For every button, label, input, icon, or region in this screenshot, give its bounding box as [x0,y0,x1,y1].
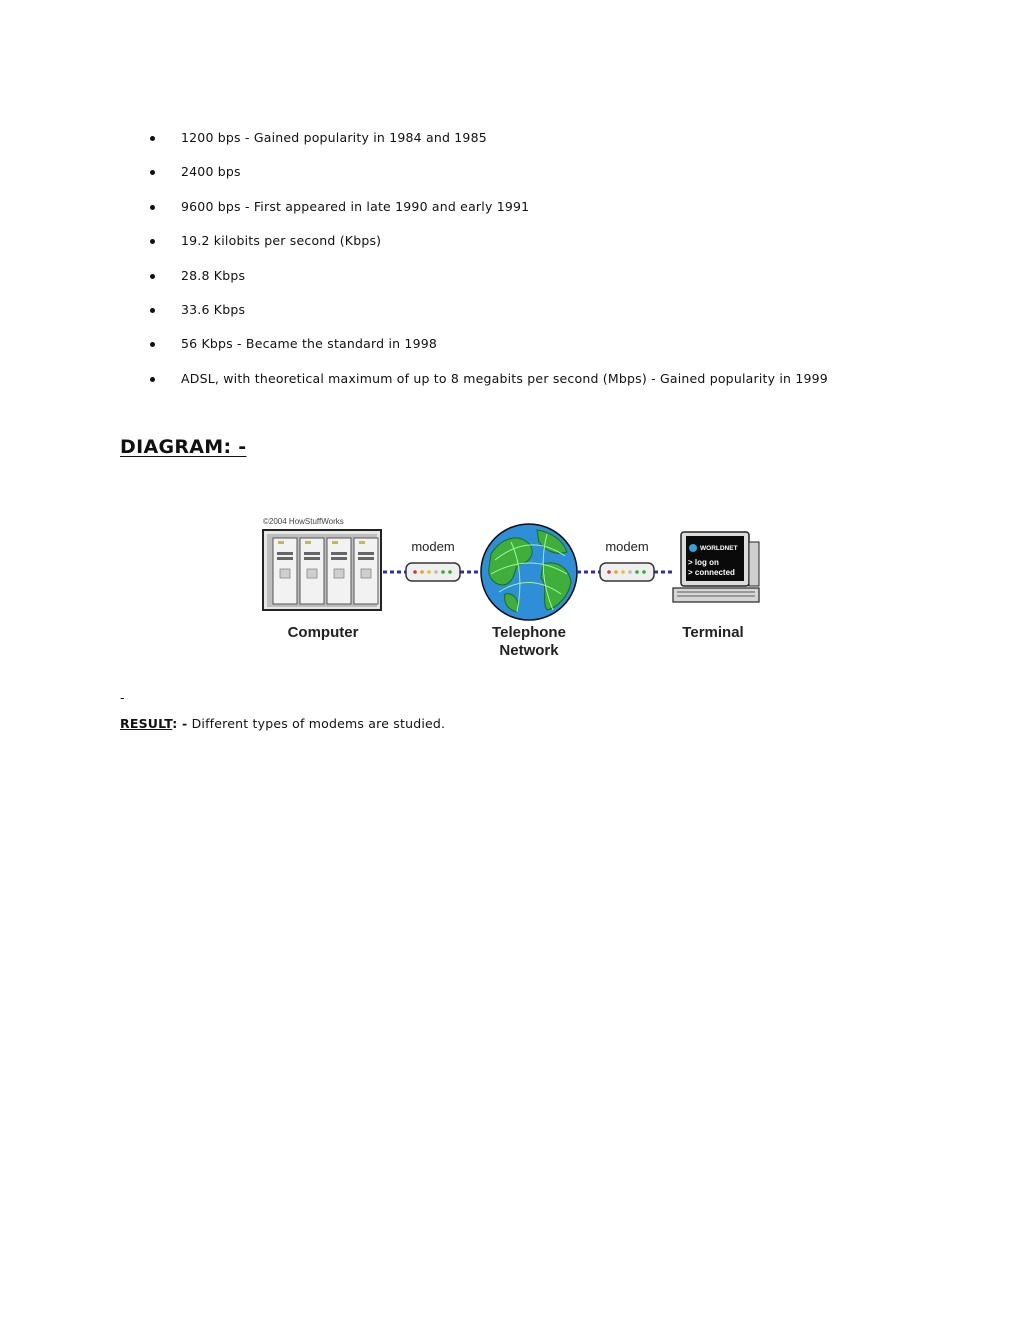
computer-label: Computer [287,624,359,641]
bullet-icon [150,205,155,210]
network-label-1: Telephone [492,624,566,641]
computer-icon [263,530,381,610]
bullet-icon [150,136,155,141]
bullet-icon [150,274,155,279]
result-label: RESULT [120,716,173,731]
terminal-screen-line-1: > log on [688,558,719,567]
terminal-screen-line-2: > connected [688,568,735,577]
document-page: 1200 bps - Gained popularity in 1984 and 1985 2400 bps 9600 bps - First appeared in late 1990 and early 1991 19.2 kilobits per second (Kbps) 28.8 Kbps 33.6 Kbps 56 Kbps - Became the standard in 1998 ADSL, with theoretical maximum of up to 8 megabits per second (Mbps) - Gained popularity in 1999 DIAGRAM: - ©2004 HowStuffWorks Computer modem Telephone Network modem WORLDNET > log on > connected Terminal - RESULT: - Different types of modems are studied. [120,130,828,731]
modem-right-label: modem [605,539,649,554]
terminal-brand-text: WORLDNET [700,545,738,552]
bullet-icon [150,377,155,382]
result-text: Different types of modems are studied. [187,716,446,731]
modem-left-icon [406,563,460,581]
bullet-icon [150,170,155,175]
result-separator: : - [172,716,188,731]
bullet-icon [150,342,155,347]
result-line [120,716,445,731]
bullet-icon [150,239,155,244]
terminal-icon [673,532,759,602]
network-label-2: Network [499,642,559,659]
modem-left-label: modem [411,539,455,554]
separator-dash: - [120,690,125,705]
terminal-label: Terminal [682,624,744,641]
modem-network-diagram [255,512,770,662]
modem-right-icon [600,563,654,581]
copyright-text: ©2004 HowStuffWorks [263,517,344,526]
bullet-icon [150,308,155,313]
diagram-heading: DIAGRAM: - [120,436,247,458]
globe-icon [481,524,577,620]
